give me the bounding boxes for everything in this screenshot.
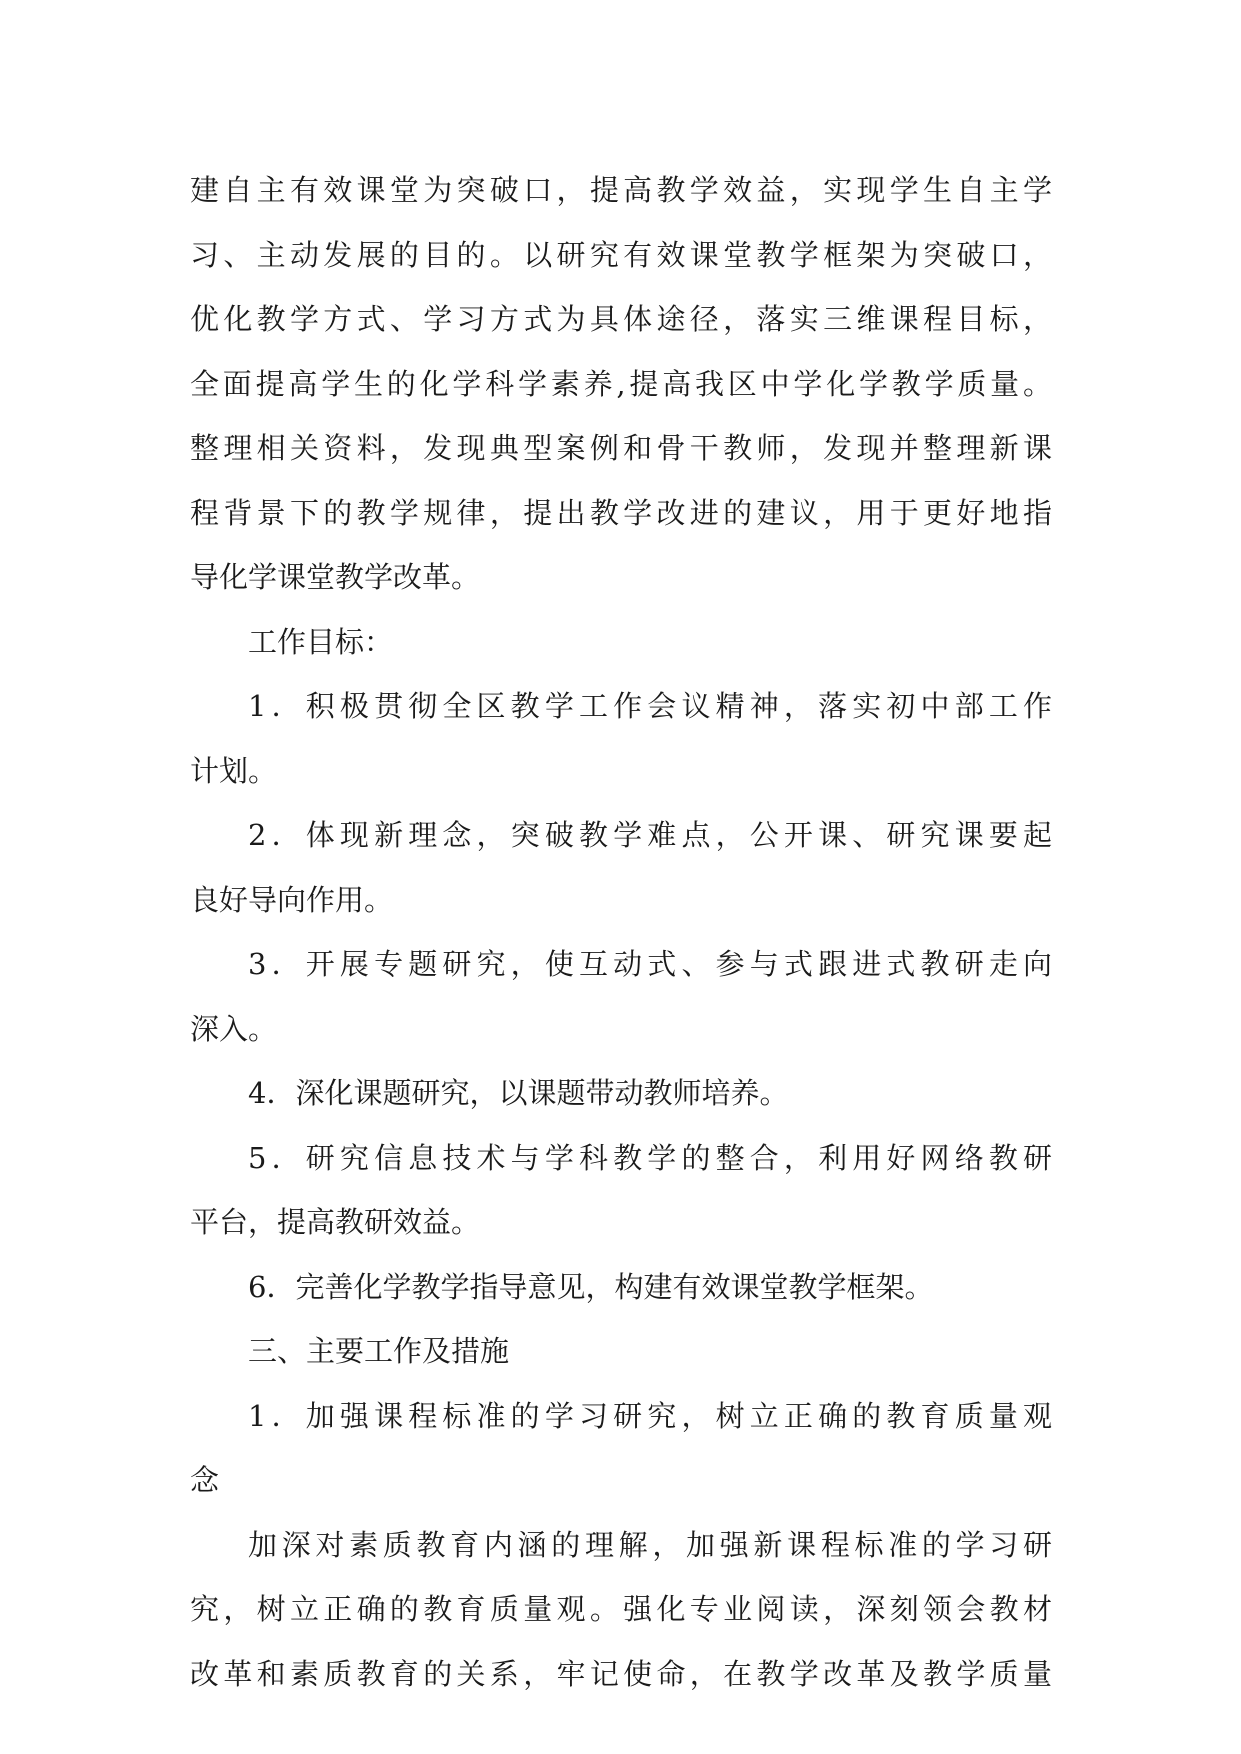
list-item: 6．完善化学教学指导意见，构建有效课堂教学框架。 bbox=[248, 1269, 934, 1304]
text-line: 建自主有效课堂为突破口，提高教学效益，实现学生自主学 bbox=[190, 173, 1052, 207]
text-line: 习、主动发展的目的。以研究有效课堂教学框架为突破口， bbox=[190, 237, 1052, 272]
text-line: 究，树立正确的教育质量观。强化专业阅读，深刻领会教材 bbox=[190, 1592, 1052, 1626]
section-heading: 三、主要工作及措施 bbox=[248, 1334, 510, 1368]
list-item-continuation: 计划。 bbox=[190, 753, 278, 788]
section-label: 工作目标： bbox=[248, 624, 394, 659]
document-body bbox=[190, 158, 1052, 1706]
text-line: 整理相关资料，发现典型案例和骨干教师，发现并整理新课 bbox=[190, 431, 1052, 465]
list-item: 1．积极贯彻全区教学工作会议精神，落实初中部工作 bbox=[248, 689, 1052, 723]
subsection-heading: 1．加强课程标准的学习研究，树立正确的教育质量观 bbox=[248, 1398, 1052, 1433]
list-item: 2．体现新理念，突破教学难点，公开课、研究课要起 bbox=[248, 818, 1052, 852]
text-line: 导化学课堂教学改革。 bbox=[190, 560, 481, 594]
text-line: 改革和素质教育的关系，牢记使命，在教学改革及教学质量 bbox=[190, 1656, 1052, 1691]
list-item: 5．研究信息技术与学科教学的整合，利用好网络教研 bbox=[248, 1140, 1052, 1175]
subsection-heading-continuation: 念 bbox=[190, 1463, 220, 1497]
list-item: 4．深化课题研究，以课题带动教师培养。 bbox=[248, 1076, 789, 1110]
list-item: 3．开展专题研究，使互动式、参与式跟进式教研走向 bbox=[248, 947, 1052, 981]
text-line: 优化教学方式、学习方式为具体途径，落实三维课程目标， bbox=[190, 302, 1052, 336]
list-item-continuation: 平台，提高教研效益。 bbox=[190, 1205, 481, 1239]
list-item-continuation: 良好导向作用。 bbox=[190, 882, 394, 917]
text-line: 加深对素质教育内涵的理解，加强新课程标准的学习研 bbox=[248, 1527, 1052, 1562]
text-line: 全面提高学生的化学科学素养,提高我区中学化学教学质量。 bbox=[190, 366, 1052, 401]
list-item-continuation: 深入。 bbox=[190, 1011, 278, 1046]
text-line: 程背景下的教学规律，提出教学改进的建议，用于更好地指 bbox=[190, 495, 1052, 530]
